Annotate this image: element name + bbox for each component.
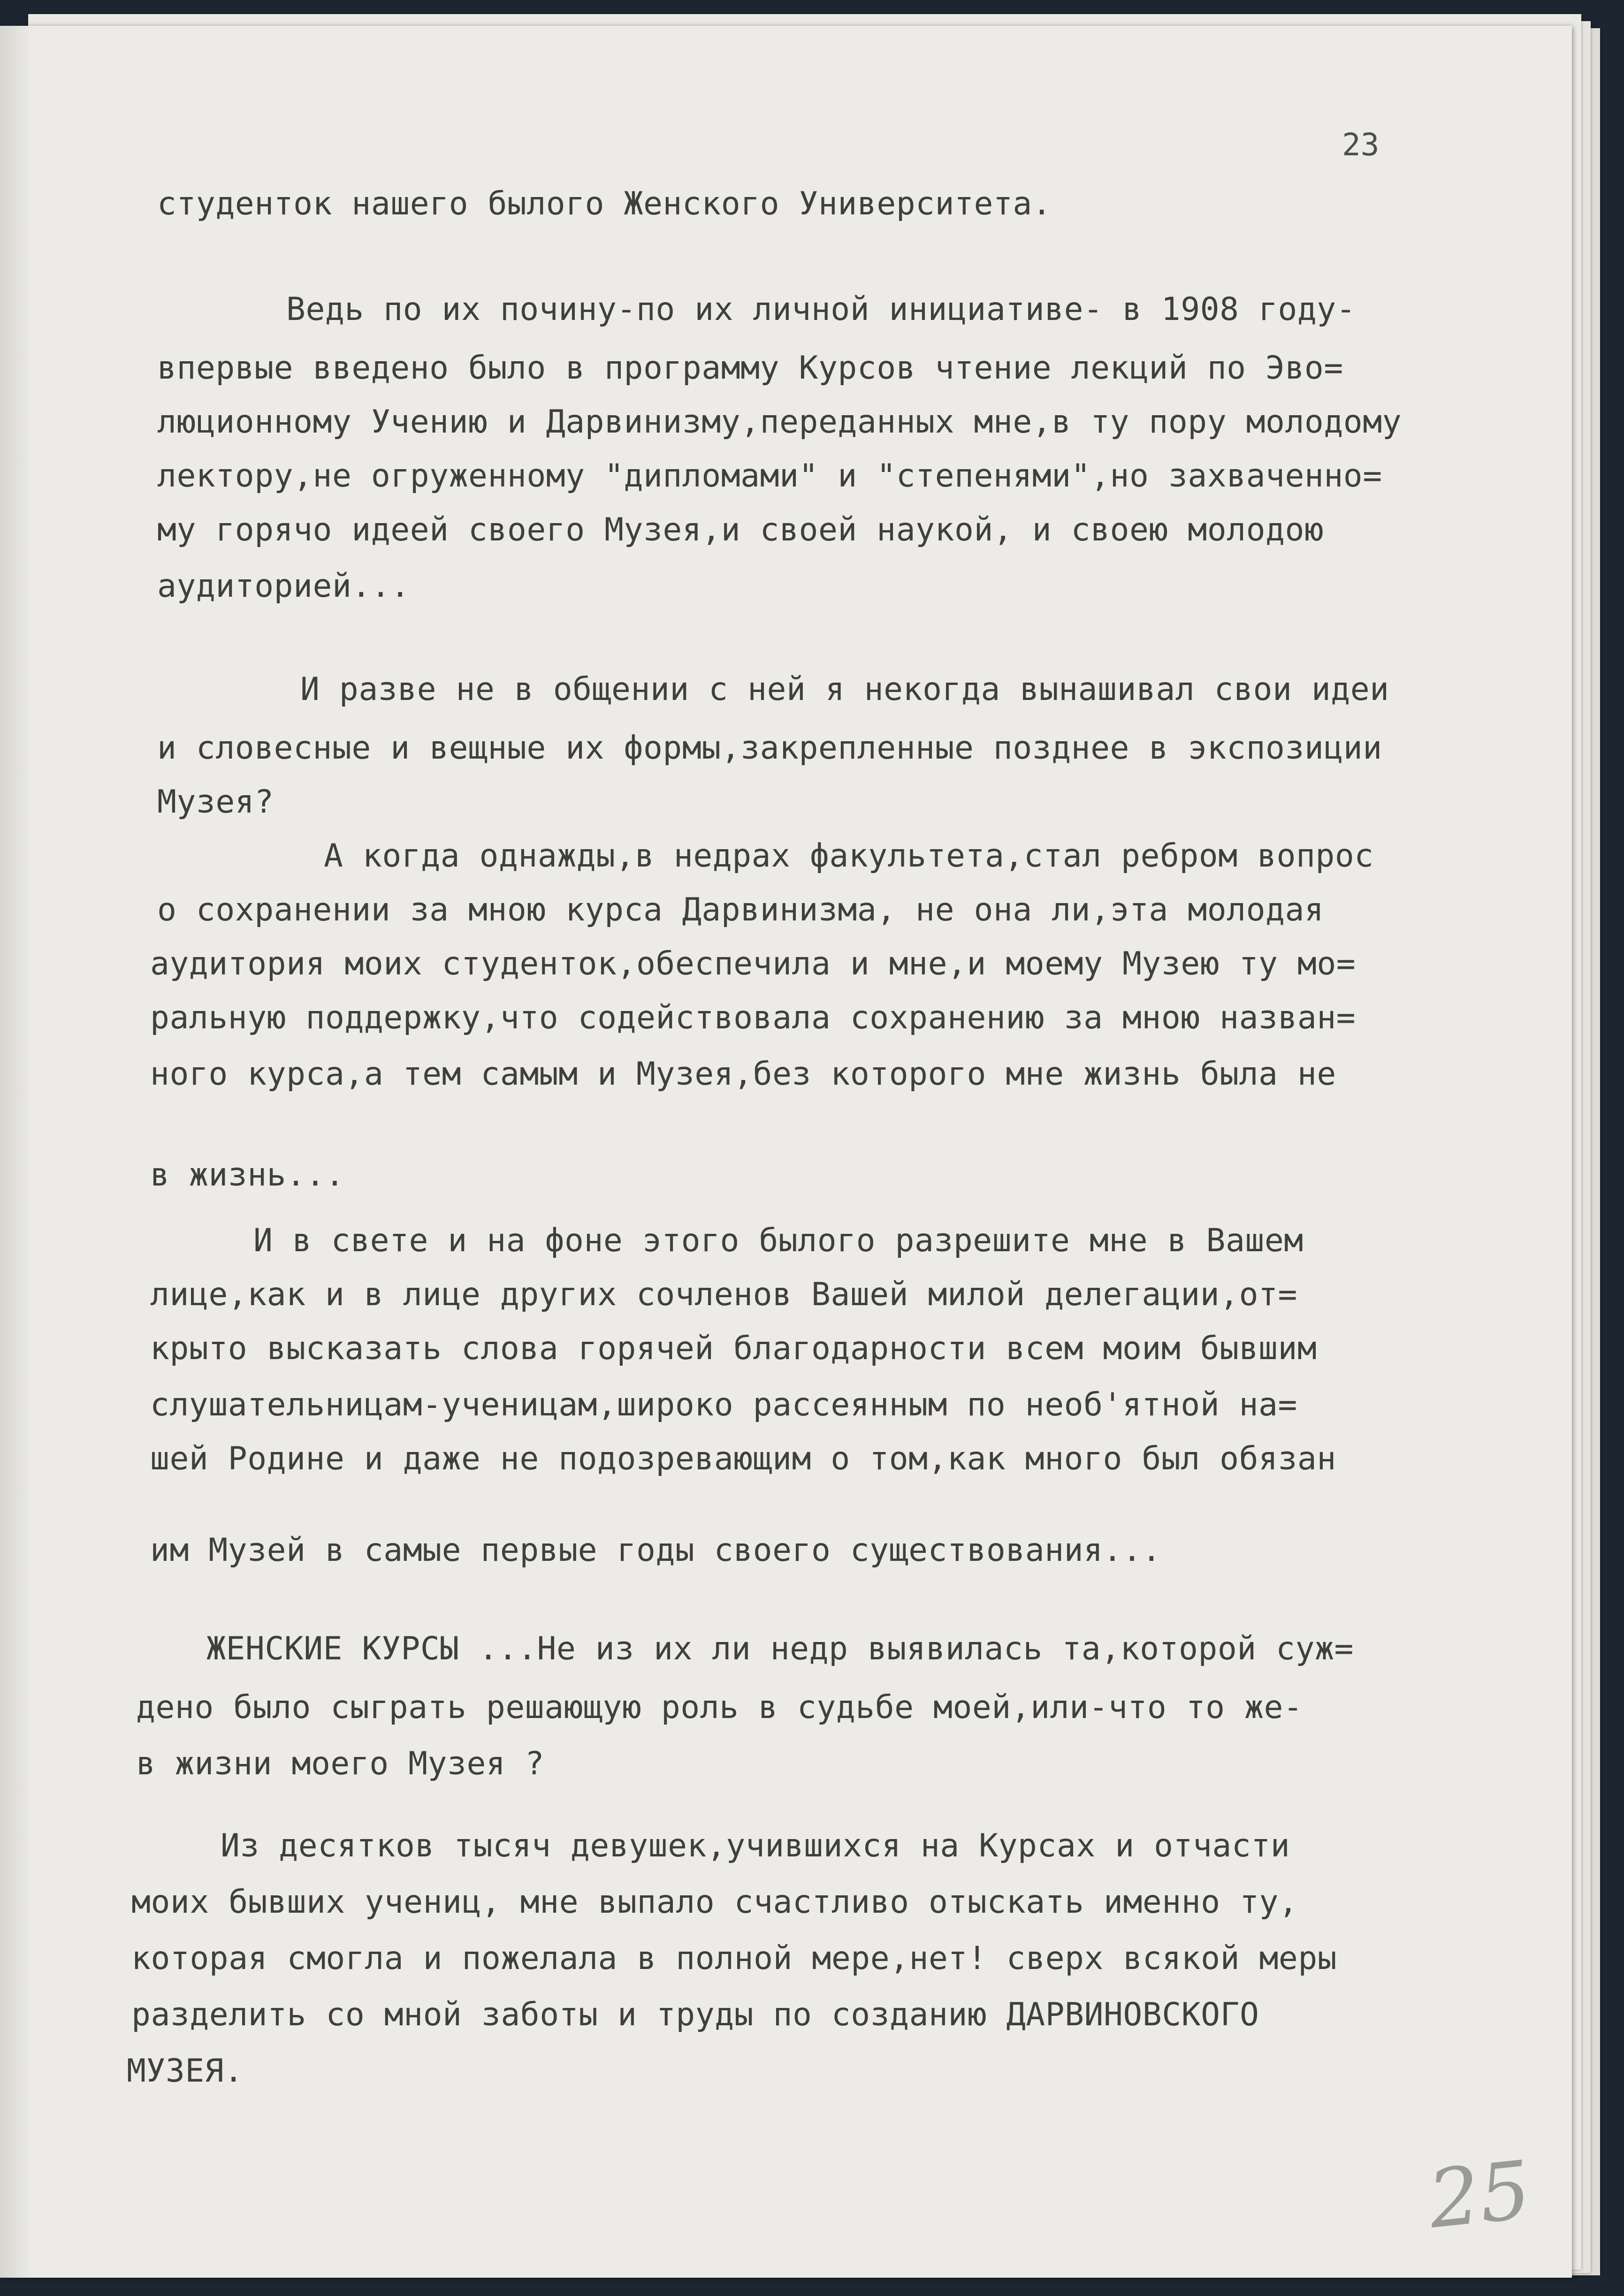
text-line: впервые введено было в программу Курсов чтение лекций по Эво= — [157, 350, 1343, 387]
text-line: ЖЕНСКИЕ КУРСЫ ...Не из их ли недр выявилась та,которой суж= — [206, 1630, 1354, 1667]
text-line: им Музей в самые первые годы своего существования... — [150, 1532, 1161, 1569]
text-line: лице,как и в лице других сочленов Вашей милой делегации,от= — [150, 1276, 1297, 1313]
text-line: аудиторией... — [157, 568, 410, 605]
text-line: Музея? — [157, 783, 274, 821]
text-line: му горячо идеей своего Музея,и своей наукой, и своею молодою — [157, 511, 1324, 548]
text-line: которая смогла и пожелала в полной мере,нет! сверх всякой меры — [131, 1940, 1337, 1977]
text-line: лектору,не огруженному "дипломами" и "степенями",но захваченно= — [157, 457, 1382, 494]
text-line: крыто высказать слова горячей благодарности всем моим бывшим — [150, 1330, 1317, 1367]
text-line: А когда однажды,в недрах факультета,стал ребром вопрос — [324, 837, 1374, 874]
text-line: дено было сыграть решающую роль в судьбе моей,или-что то же- — [136, 1689, 1303, 1726]
text-line: разделить со мной заботы и труды по созданию ДАРВИНОВСКОГО — [131, 1996, 1259, 2033]
text-line: люционному Учению и Дарвинизму,переданных мне,в ту пору молодому — [157, 403, 1402, 441]
text-line: ного курса,а тем самым и Музея,без которого мне жизнь была не — [150, 1056, 1336, 1093]
text-line: шей Родине и даже не подозревающим о том,как много был обязан — [150, 1440, 1336, 1477]
text-line: МУЗЕЯ. — [127, 2053, 244, 2090]
text-line: о сохранении за мною курса Дарвинизма, не она ли,эта молодая — [157, 891, 1324, 928]
text-line: ральную поддержку,что содействовала сохранению за мною назван= — [150, 999, 1356, 1036]
text-line: и словесные и вещные их формы,закрепленные позднее в экспозиции — [157, 730, 1382, 767]
handwritten-sheet-number: 25 — [1424, 2144, 1535, 2247]
typed-page-number: 23 — [1342, 127, 1380, 163]
text-line: моих бывших учениц, мне выпало счастливо отыскать именно ту, — [131, 1884, 1298, 1921]
text-line: Из десятков тысяч девушек,учившихся на Курсах и отчасти — [221, 1827, 1290, 1864]
text-line: аудитория моих студенток,обеспечила и мне,и моему Музею ту мо= — [150, 945, 1356, 982]
text-line: в жизни моего Музея ? — [136, 1745, 545, 1782]
text-line: И в свете и на фоне этого былого разрешите мне в Вашем — [253, 1222, 1304, 1259]
text-line: в жизнь... — [150, 1156, 345, 1194]
text-line: И разве не в общении с ней я некогда вынашивал свои идеи — [300, 671, 1389, 708]
document-page — [0, 26, 1572, 2278]
text-line: студенток нашего былого Женского Университета. — [157, 185, 1052, 222]
typed-text-body — [0, 26, 1572, 2278]
text-line: слушательницам-ученицам,широко рассеянным по необ'ятной на= — [150, 1386, 1297, 1423]
text-line: Ведь по их почину-по их личной инициативе- в 1908 году- — [286, 291, 1356, 328]
